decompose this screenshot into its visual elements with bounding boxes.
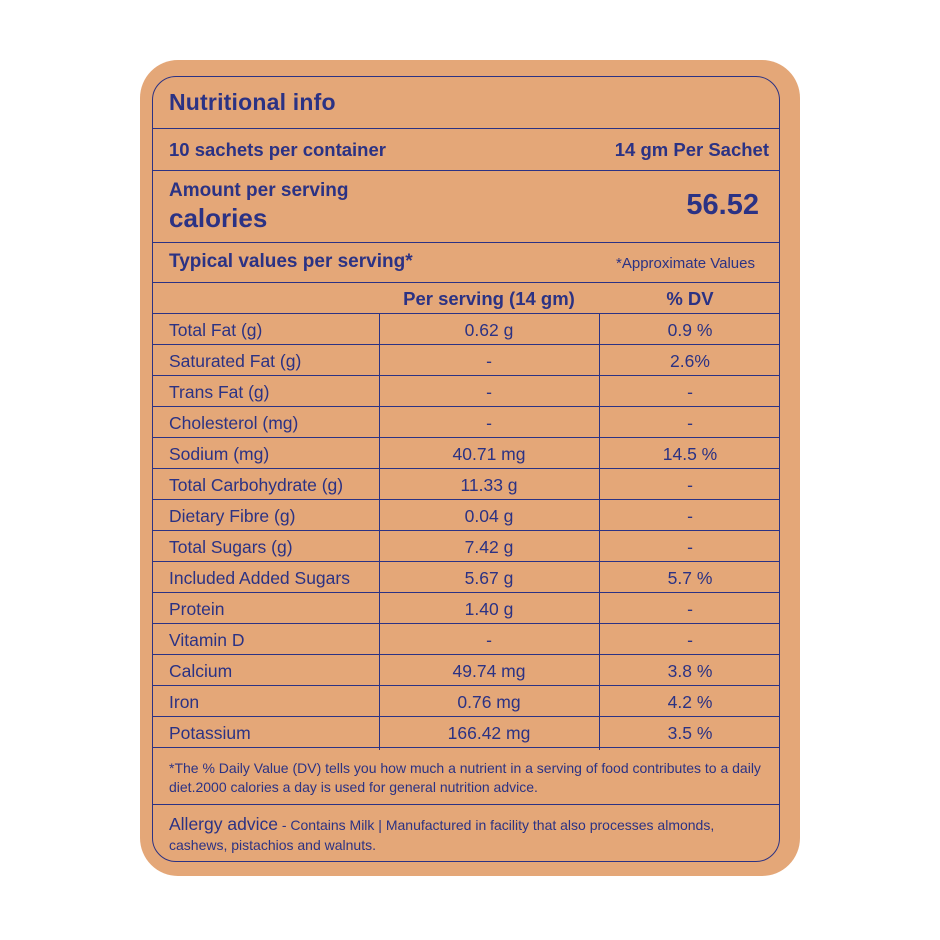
typical-values-row [153,243,779,283]
nutrient-dv: 3.5 % [667,723,713,743]
nutrient-name: Protein [169,599,225,619]
nutrient-name: Total Carbohydrate (g) [169,475,344,495]
column-header-row [153,283,779,314]
title-row [153,77,779,129]
nutrient-amount: 40.71 mg [452,444,526,464]
nutrient-name: Trans Fat (g) [169,382,270,402]
nutrient-name: Iron [169,692,200,712]
nutrient-amount: 0.62 g [464,320,514,340]
typical-values-label: Typical values per serving* [169,251,413,272]
nutrient-amount: - [486,351,492,371]
daily-value-footnote: *The % Daily Value (DV) tells you how much a nutrient in a serving of food contributes to a daily diet.2000 calories a day is used for general nutrition advice. [169,760,761,795]
nutrient-amount: 166.42 mg [447,723,531,743]
nutrient-dv: 2.6% [670,351,710,371]
calories-row [153,171,779,243]
calories-value: 56.52 [686,189,759,221]
nutrient-amount: - [486,382,492,402]
nutrient-amount: 0.04 g [464,506,514,526]
nutrient-dv: - [687,413,693,433]
nutrition-panel [152,76,780,862]
label-title: Nutritional info [169,89,336,115]
calories-label: calories [169,203,268,233]
nutrient-dv: 4.2 % [667,692,713,712]
amount-per-serving-label: Amount per serving [169,180,349,201]
nutrient-name: Total Fat (g) [169,320,263,340]
nutrient-row [153,531,779,562]
nutrient-amount: 1.40 g [464,599,514,619]
footnote-row [153,750,779,805]
nutrient-amount: 7.42 g [464,537,514,557]
nutrient-row [153,314,779,345]
nutrient-name: Saturated Fat (g) [169,351,302,371]
nutrient-name: Cholesterol (mg) [169,413,299,433]
nutrient-row [153,717,779,748]
nutrient-row [153,438,779,469]
nutrient-name: Total Sugars (g) [169,537,293,557]
nutrition-label-card [140,60,800,876]
nutrient-amount: - [486,630,492,650]
nutrient-name: Vitamin D [169,630,245,650]
approximate-values-note: *Approximate Values [616,255,755,272]
allergy-label: Allergy advice [169,814,278,834]
nutrient-row [153,469,779,500]
column-divider [599,314,600,750]
nutrient-dv: - [687,630,693,650]
nutrient-amount: 0.76 mg [457,692,521,712]
nutrient-row [153,686,779,717]
nutrient-name: Sodium (mg) [169,444,270,464]
nutrient-dv: 3.8 % [667,661,713,681]
nutrient-row [153,376,779,407]
allergy-advice [169,814,769,855]
servings-row [153,129,779,171]
nutrient-row [153,407,779,438]
nutrient-row [153,500,779,531]
nutrient-dv: - [687,475,693,495]
nutrient-row [153,655,779,686]
sachets-per-container: 10 sachets per container [169,139,386,160]
nutrient-row [153,562,779,593]
column-header-serving: Per serving (14 gm) [403,288,575,309]
nutrient-row [153,624,779,655]
nutrient-dv: - [687,537,693,557]
column-header-dv: % DV [666,288,714,309]
nutrient-table [153,314,779,748]
nutrient-dv: 5.7 % [667,568,713,588]
column-divider [379,314,380,750]
nutrient-amount: 5.67 g [464,568,514,588]
nutrient-name: Included Added Sugars [169,568,350,588]
nutrient-amount: 11.33 g [460,475,518,495]
nutrient-row [153,345,779,376]
nutrient-name: Potassium [169,723,251,743]
allergy-text: - Contains Milk | Manufactured in facility that also processes almonds, cashews, pistachios and walnuts. [169,817,715,853]
allergy-row [153,805,779,862]
nutrient-dv: 0.9 % [667,320,713,340]
nutrient-amount: - [486,413,492,433]
weight-per-sachet: 14 gm Per Sachet [614,139,769,160]
nutrient-dv: - [687,382,693,402]
nutrient-name: Dietary Fibre (g) [169,506,296,526]
nutrient-dv: - [687,599,693,619]
nutrient-name: Calcium [169,661,233,681]
nutrient-dv: 14.5 % [662,444,718,464]
nutrient-amount: 49.74 mg [452,661,526,681]
nutrient-row [153,593,779,624]
nutrient-dv: - [687,506,693,526]
